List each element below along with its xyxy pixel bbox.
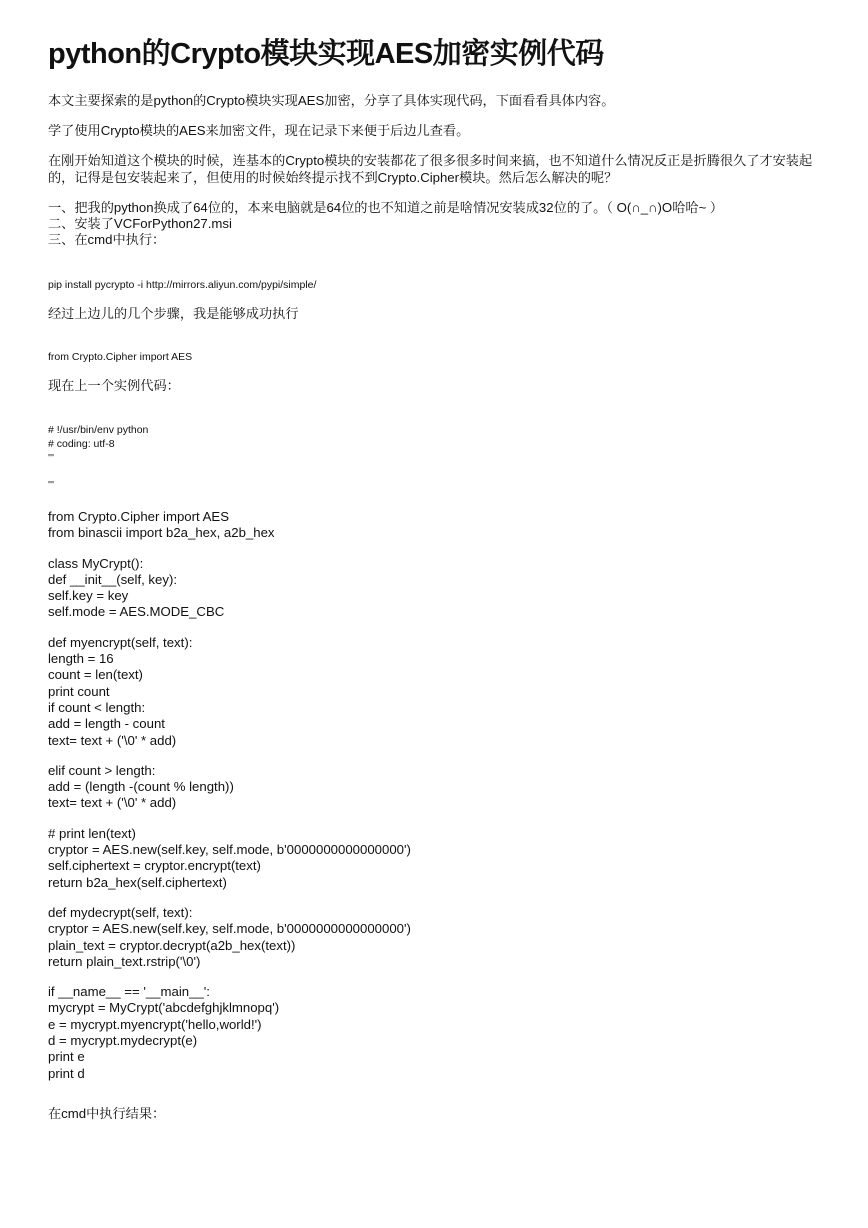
code-header-line: ''' bbox=[48, 479, 55, 491]
example-intro-text: 现在上一个实例代码： bbox=[48, 378, 180, 393]
code-block-gap bbox=[48, 749, 411, 763]
code-line: cryptor = AES.new(self.key, self.mode, b'0000000000000000') bbox=[48, 921, 411, 937]
code-line: elif count > length: bbox=[48, 762, 156, 778]
step-item: 一、把我的python换成了64位的，本来电脑就是64位的也不知道之前是啥情况安装成32位的了。（ O(∩_∩)O哈哈~ ） bbox=[48, 200, 724, 215]
paragraph-1: 学了使用Crypto模块的AES来加密文件，现在记录下来便于后边儿查看。 bbox=[48, 123, 470, 138]
code-line: d = mycrypt.mydecrypt(e) bbox=[48, 1033, 198, 1049]
code-line: text= text + ('\0' * add) bbox=[48, 732, 177, 748]
code-block-gap bbox=[48, 621, 411, 635]
code-line: return b2a_hex(self.ciphertext) bbox=[48, 874, 227, 890]
code-line: print d bbox=[48, 1065, 85, 1081]
intro-paragraph: 本文主要探索的是python的Crypto模块实现AES加密，分享了具体实现代码，下面看看具体内容。 bbox=[48, 93, 615, 108]
code-line: from binascii import b2a_hex, a2b_hex bbox=[48, 525, 275, 541]
step-item: 二、安装了VCForPython27.msi bbox=[48, 216, 232, 231]
result-label: 在cmd中执行结果： bbox=[48, 1106, 166, 1121]
import-code-line: from Crypto.Cipher import AES bbox=[48, 351, 193, 363]
code-line: e = mycrypt.myencrypt('hello,world!') bbox=[48, 1016, 262, 1032]
code-line: mycrypt = MyCrypt('abcdefghjklmnopq') bbox=[48, 1000, 280, 1016]
code-line: cryptor = AES.new(self.key, self.mode, b'0000000000000000') bbox=[48, 842, 411, 858]
code-header-line: ''' bbox=[48, 452, 55, 464]
code-block-gap bbox=[48, 970, 411, 984]
step-item: 三、在cmd中执行： bbox=[48, 232, 166, 247]
code-line: if __name__ == '__main__': bbox=[48, 984, 210, 1000]
code-header-line: # !/usr/bin/env python bbox=[48, 424, 149, 436]
code-line: if count < length: bbox=[48, 699, 146, 715]
code-line: class MyCrypt(): bbox=[48, 555, 144, 571]
code-line: print count bbox=[48, 683, 110, 699]
code-line: def myencrypt(self, text): bbox=[48, 634, 193, 650]
paragraph-2: 在刚开始知道这个模块的时候，连基本的Crypto模块的安装都花了很多很多时间来搞，也不知道什么情况反正是折腾很久了才安装起的，记得是包安装起来了，但使用的时候始终提示找不到Crypto.Cipher模块。然后怎么解决的呢？ bbox=[48, 153, 813, 185]
code-line: text= text + ('\0' * add) bbox=[48, 795, 177, 811]
code-line: count = len(text) bbox=[48, 667, 143, 683]
code-header-line: # coding: utf-8 bbox=[48, 438, 115, 450]
code-line: self.key = key bbox=[48, 588, 129, 604]
code-line: self.ciphertext = cryptor.encrypt(text) bbox=[48, 858, 261, 874]
steps-list bbox=[48, 200, 723, 248]
code-line: from Crypto.Cipher import AES bbox=[48, 509, 230, 524]
code-line: add = length - count bbox=[48, 716, 165, 732]
code-line: self.mode = AES.MODE_CBC bbox=[48, 604, 225, 620]
after-steps-text: 经过上边儿的几个步骤，我是能够成功执行 bbox=[48, 306, 299, 321]
code-line: def __init__(self, key): bbox=[48, 571, 178, 587]
code-line: add = (length -(count % length)) bbox=[48, 779, 234, 795]
code-block-gap bbox=[48, 542, 411, 556]
pip-command: pip install pycrypto -i http://mirrors.aliyun.com/pypi/simple/ bbox=[48, 279, 317, 291]
code-line: plain_text = cryptor.decrypt(a2b_hex(text)) bbox=[48, 937, 296, 953]
code-line: print e bbox=[48, 1049, 85, 1065]
code-line: length = 16 bbox=[48, 651, 114, 667]
code-line: return plain_text.rstrip('\0') bbox=[48, 953, 201, 969]
code-line: # print len(text) bbox=[48, 825, 136, 841]
code-block bbox=[48, 509, 411, 1082]
code-block-gap bbox=[48, 812, 411, 826]
page-title: python的Crypto模块实现AES加密实例代码 bbox=[48, 38, 604, 70]
code-line: def mydecrypt(self, text): bbox=[48, 904, 193, 920]
code-block-gap bbox=[48, 891, 411, 905]
